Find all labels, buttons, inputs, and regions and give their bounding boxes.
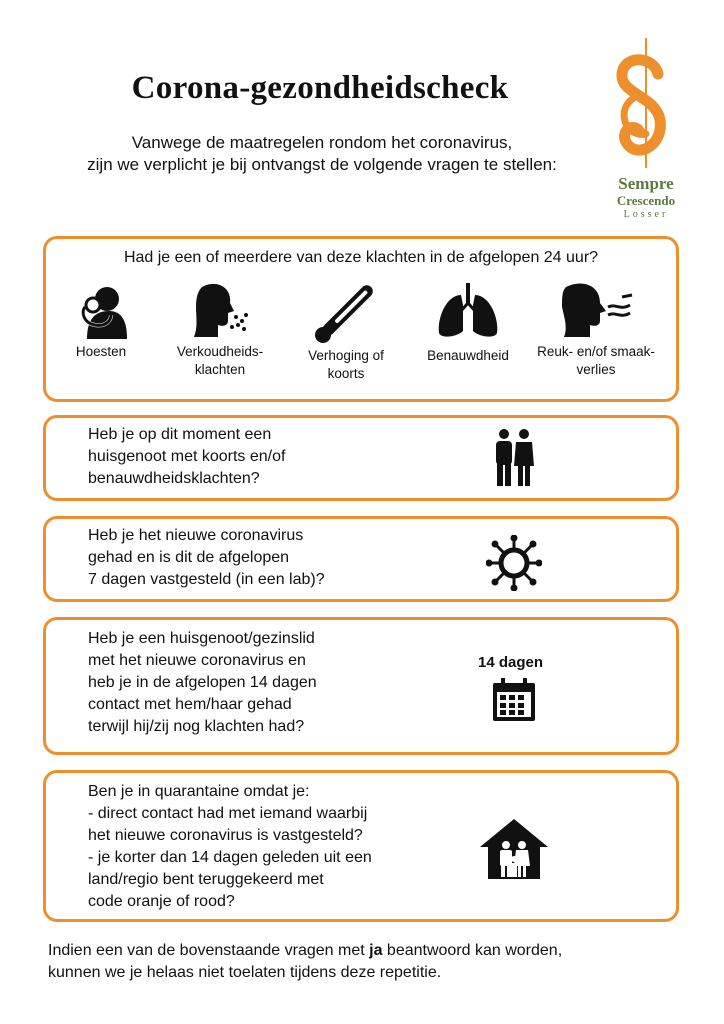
intro-line-2: zijn we verplicht je bij ontvangst de volgende vragen te stellen: (87, 155, 557, 174)
question-4-box (43, 617, 679, 755)
symptom-caption-line: Hoesten (75, 344, 127, 359)
question-3-box (43, 516, 679, 602)
smelling-face-icon (556, 281, 636, 341)
question-line: Heb je het nieuwe coronavirus (88, 527, 304, 544)
intro-line-1: Vanwege de maatregelen rondom het coronavirus, (131, 133, 513, 152)
question-line: gehad en is dit de afgelopen (88, 549, 290, 566)
symptom-caption-line: koorts (327, 366, 365, 381)
coughing-person-icon (71, 281, 131, 341)
footer-note (48, 940, 678, 984)
symptom-fever (291, 281, 401, 383)
question-line: Heb je op dit moment een (88, 426, 272, 443)
symptom-caption-line: Benauwdheid (427, 348, 509, 363)
question-line: terwijl hij/zij nog klachten had? (88, 718, 305, 735)
symptom-caption (413, 347, 523, 365)
symptom-sneezing (165, 281, 275, 379)
intro-text (52, 132, 592, 176)
question-line: met het nieuwe coronavirus en (88, 652, 306, 669)
question-1-title: Had je een of meerdere van deze klachten in de afgelopen 24 uur? (123, 249, 599, 266)
logo-name-sempre: Sempre (618, 174, 674, 193)
footer-text: Indien een van de bovenstaande vragen met (48, 942, 370, 959)
question-line: - je korter dan 14 dagen geleden uit een (88, 849, 372, 866)
question-3-text (88, 525, 325, 591)
logo-name-losser: Losser (623, 209, 669, 220)
footer-line-2: kunnen we je helaas niet toelaten tijdens deze repetitie. (48, 964, 442, 981)
fourteen-days-label: 14 dagen (478, 654, 544, 671)
footer-text: beantwoord kan worden, (382, 942, 563, 959)
lungs-icon (433, 281, 503, 341)
footer-bold-ja: ja (369, 942, 383, 959)
calendar-icon (492, 678, 536, 722)
symptom-caption-line: klachten (194, 362, 246, 377)
question-line: huisgenoot met koorts en/of (88, 448, 286, 465)
question-1-box (43, 236, 679, 402)
symptom-caption (46, 343, 156, 361)
sneezing-person-icon (188, 281, 252, 341)
logo-name-crescendo: Crescendo (616, 193, 676, 208)
question-5-box (43, 770, 679, 922)
question-line: benauwdheidsklachten? (88, 470, 260, 487)
symptom-caption (165, 343, 275, 379)
symptom-caption-line: Verhoging of (308, 348, 384, 363)
virus-icon (486, 535, 542, 591)
question-line: code oranje of rood? (88, 893, 235, 910)
symptom-caption-line: verlies (576, 362, 616, 377)
question-line: 7 dagen vastgesteld (in een lab)? (88, 571, 325, 588)
symptom-caption-line: Verkoudheids- (176, 344, 264, 359)
couple-icon (492, 428, 536, 488)
family-house-icon (478, 817, 550, 881)
symptom-caption-line: Reuk- en/of smaak- (537, 344, 655, 359)
question-5-text (88, 781, 372, 913)
thermometer-icon (311, 281, 381, 345)
question-line: Ben je in quarantaine omdat je: (88, 783, 310, 800)
question-line: land/regio bent teruggekeerd met (88, 871, 324, 888)
symptom-smell-taste (532, 281, 660, 379)
question-2-box (43, 415, 679, 501)
question-2-text (88, 424, 285, 490)
footer-line-1 (48, 940, 678, 962)
symptom-caption (291, 347, 401, 383)
symptom-coughing (46, 281, 156, 361)
question-line: heb je in de afgelopen 14 dagen (88, 674, 317, 691)
question-line: contact met hem/haar gehad (88, 696, 292, 713)
question-4-text (88, 628, 317, 738)
question-line: Heb je een huisgenoot/gezinslid (88, 630, 315, 647)
symptom-breathing (413, 281, 523, 365)
page-title: Corona-gezondheidscheck (131, 70, 509, 106)
symptom-caption (532, 343, 660, 379)
question-line: - direct contact had met iemand waarbij (88, 805, 368, 822)
question-line: het nieuwe coronavirus is vastgesteld? (88, 827, 363, 844)
logo-text (596, 175, 696, 221)
